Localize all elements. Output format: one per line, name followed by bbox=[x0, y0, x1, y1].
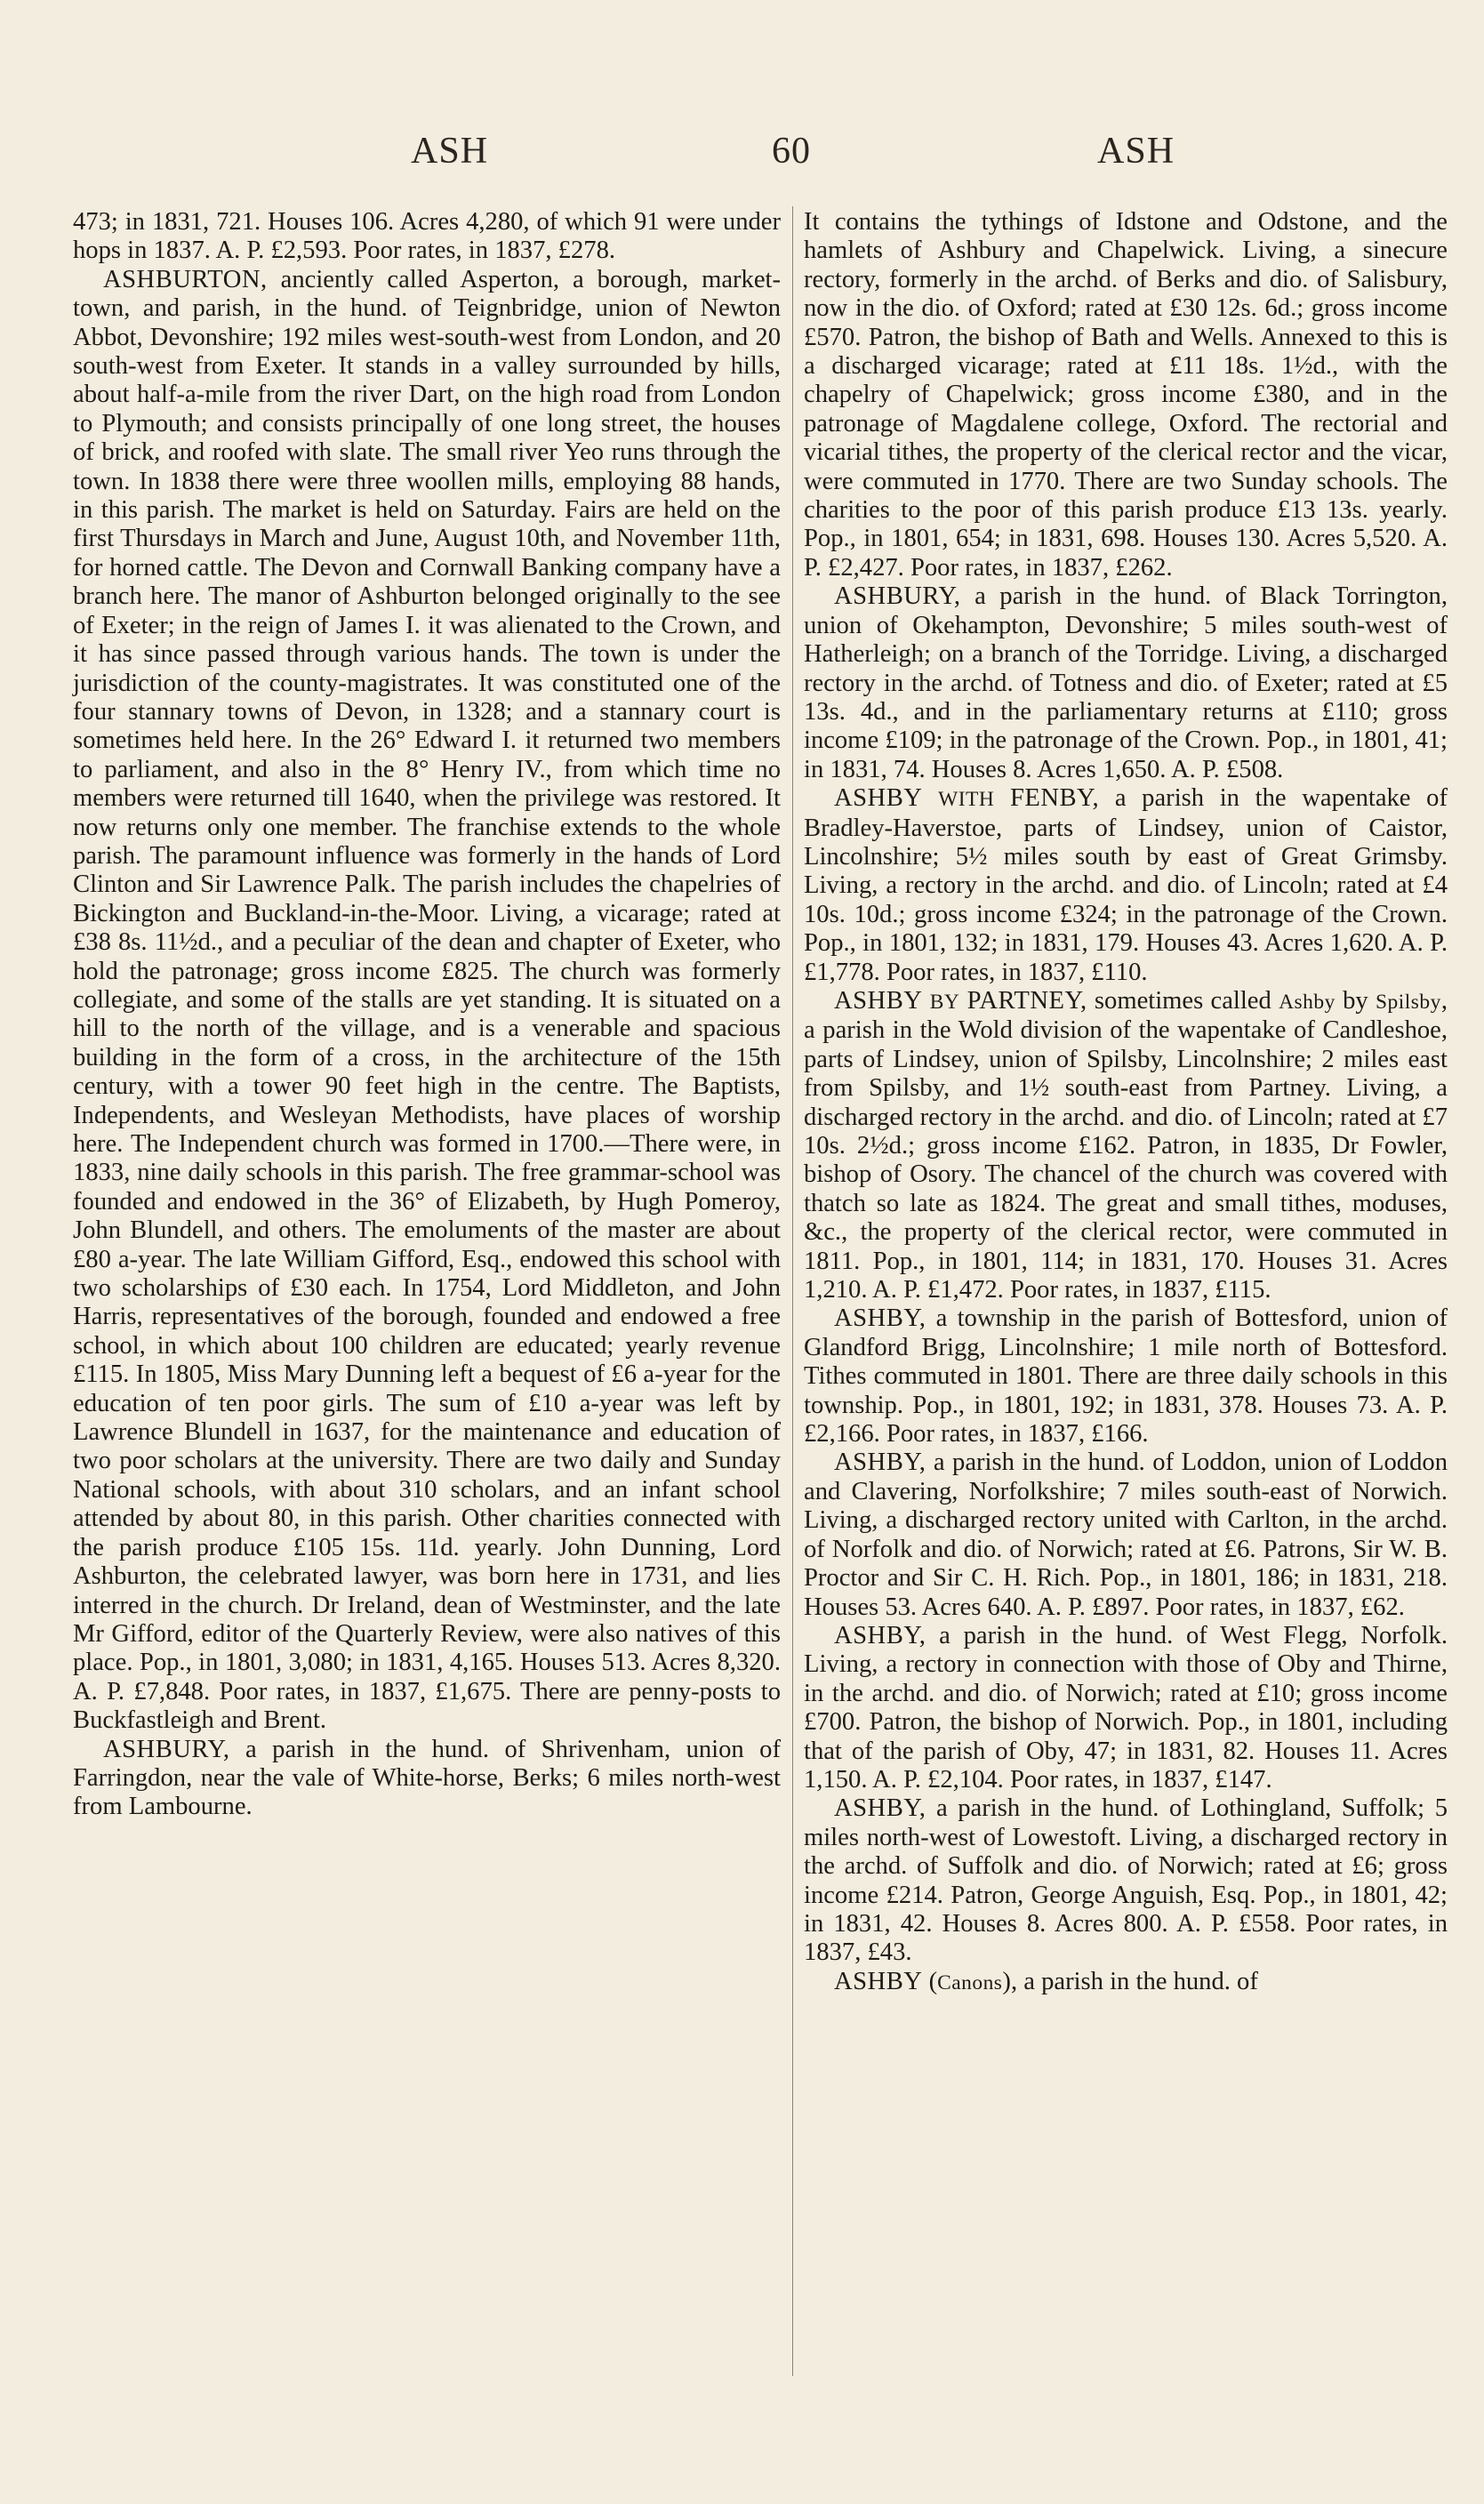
entry-alias-small: Ashby bbox=[1279, 990, 1336, 1014]
entry-headword-small: BY bbox=[929, 990, 960, 1014]
entry-text: a parish in the hund. of Shrivenham, union of Farringdon, near the vale of White-horse, Berks; 6 miles north-west from Lambourne. bbox=[73, 1735, 781, 1821]
page-number: 60 bbox=[772, 131, 811, 172]
entry-headword: ASHBURTON, bbox=[103, 265, 268, 293]
entry-text: a parish in the wapentake of Bradley-Haverstoe, parts of Lindsey, union of Caistor, Lincolnshire; 5½ miles south by east of Great Grimsby. Living, a rectory in the archd. and dio. of Lincoln; rated at £4 10s. 10d.; gross income £324; in the patronage of the Crown. Pop., in 1801, 132; in 1831, 179. Houses 43. Acres 1,620. A. P. £1,778. Poor rates, in 1837, £110. bbox=[804, 784, 1448, 986]
entry-text: It contains the tythings of Idstone and Odstone, and the hamlets of Ashbury and Chapelwick. Living, a sinecure rectory, formerly in the archd. of Berks and dio. of Salisbury, now in the dio. of Oxford; rated at £30 12s. 6d.; gross income £570. Patron, the bishop of Bath and Wells. Annexed to this is a discharged vicarage; rated at £11 18s. 1½d., with the chapelry of Chapelwick; gross income £380, and in the patronage of Magdalene college, Oxford. The rectorial and vicarial tithes, the property of the clerical rector and the vicar, were commuted in 1770. There are two Sunday schools. The charities to the poor of this parish produce £13 13s. yearly. Pop., in 1801, 654; in 1831, 698. Houses 130. Acres 5,520. A. P. £2,427. Poor rates, in 1837, £262. bbox=[804, 208, 1448, 582]
entry-headword: ASHBY, bbox=[834, 1449, 926, 1477]
entry-ashbury-continued bbox=[804, 208, 1448, 582]
header-left-word: ASH bbox=[411, 131, 489, 172]
entry-text: a parish in the hund. of West Flegg, Norfolk. Living, a rectory in connection with those of Oby and Thirne, in the archd. and dio. of Norwich; rated at £10; gross income £700. Patron, the bishop of Norwich. Pop., in 1801, including that of the parish of Oby, 47; in 1831, 82. Houses 11. Acres 1,150. A. P. £2,104. Poor rates, in 1837, £147. bbox=[804, 1621, 1448, 1794]
entry-text-rest: , a parish in the Wold division of the wapentake of Candleshoe, parts of Lindsey, union of Spilsby, Lincolnshire; 2 miles east from Spilsby, and 1½ south-east from Partney. Living, a discharged rectory in the archd. and dio. of Lincoln; rated at £7 10s. 2½d.; gross income £162. Patron, in 1835, Dr Fowler, bishop of Osory. The chancel of the church was covered with thatch so late as 1824. The great and small tithes, moduses, &c., the property of the clerical rector, were commuted in 1811. Pop., in 1801, 114; in 1831, 170. Houses 31. Acres 1,210. A. P. £1,472. Poor rates, in 1837, £115. bbox=[804, 986, 1448, 1304]
entry-text-open: ( bbox=[922, 1967, 938, 1995]
entry-ashbury-devon bbox=[804, 582, 1448, 784]
entry-headword: ASHBY, bbox=[834, 1621, 926, 1649]
entry-text: a township in the parish of Bottesford, union of Glandford Brigg, Lincolnshire; 1 mile north of Bottesford. Tithes commuted in 1801. There are three daily schools in this township. Pop., in 1801, 192; in 1831, 378. Houses 73. A. P. £2,166. Poor rates, in 1837, £166. bbox=[804, 1304, 1448, 1449]
entry-headword-second: PARTNEY, bbox=[967, 986, 1087, 1015]
entry-ashby-bottesford bbox=[804, 1304, 1448, 1449]
entry-headword: ASHBURY, bbox=[103, 1735, 230, 1763]
entry-text: ), a parish in the hund. of bbox=[1002, 1967, 1258, 1995]
header-right-word: ASH bbox=[1097, 131, 1175, 172]
entry-headword: ASHBURY, bbox=[834, 582, 961, 611]
entry-headword-small: Canons bbox=[937, 1970, 1003, 1994]
entry-headword: ASHBY bbox=[834, 986, 923, 1015]
entry-headword: ASHBY bbox=[834, 784, 923, 813]
running-header bbox=[0, 130, 1484, 183]
entry-text: anciently called Asperton, a borough, market-town, and parish, in the hund. of Teignbridge, union of Newton Abbot, Devonshire; 192 miles west-south-west from London, and 20 south-west from Exeter. It stands in a valley surrounded by hills, about half-a-mile from the river Dart, on the high road from London to Plymouth; and consists principally of one long street, the houses of brick, and roofed with slate. The small river Yeo runs through the town. In 1838 there were three woollen mills, employing 88 hands, in this parish. The market is held on Saturday. Fairs are held on the first Thursdays in March and June, August 10th, and November 11th, for horned cattle. The Devon and Cornwall Banking company have a branch here. The manor of Ashburton belonged originally to the see of Exeter; in the reign of James I. it was alienated to the Crown, and it has since passed through various hands. The town is under the jurisdiction of the county-magistrates. It was constituted one of the four stannary towns of Devon, in 1328; and a stannary court is sometimes held here. In the 26° Edward I. it returned two members to parliament, and also in the 8° Henry IV., from which time no members were returned till 1640, when the privilege was restored. It now returns only one member. The franchise extends to the whole parish. The paramount influence was formerly in the hands of Lord Clinton and Sir Lawrence Palk. The parish includes the chapelries of Bickington and Buckland-in-the-Moor. Living, a vicarage; rated at £38 8s. 11½d., and a peculiar of the dean and chapter of Exeter, who hold the patronage; gross income £825. The church was formerly collegiate, and some of the stalls are yet standing. It is situated on a hill to the north of the village, and is a venerable and spacious building in the form of a cross, in the architecture of the 15th century, with a tower 90 feet high in the centre. The Baptists, Independents, and Wesleyan Methodists, have places of worship here. The Independent church was formed in 1700.—There were, in 1833, nine daily schools in this parish. The free grammar-school was founded and endowed in the 36° of Elizabeth, by Hugh Pomeroy, John Blundell, and others. The emoluments of the master are about £80 a-year. The late William Gifford, Esq., endowed this school with two scholarships of £30 each. In 1754, Lord Middleton, and John Harris, representatives of the borough, founded and endowed a free school, in which about 100 children are educated; yearly revenue £115. In 1805, Miss Mary Dunning left a bequest of £6 a-year for the education of ten poor girls. The sum of £10 a-year was left by Lawrence Blundell in 1637, for the maintenance and education of two poor scholars at the university. There are two daily and Sunday National schools, with about 310 scholars, and an infant school attended by about 80, in this parish. Other charities connected with the parish produce £105 15s. 11d. yearly. John Dunning, Lord Ashburton, the celebrated lawyer, was born here in 1731, and lies interred in the church. Dr Ireland, dean of Westminster, and the late Mr Gifford, editor of the Quarterly Review, were also natives of this place. Pop., in 1801, 3,080; in 1831, 4,165. Houses 513. Acres 8,320. A. P. £7,848. Poor rates, in 1837, £1,675. There are penny-posts to Buckfastleigh and Brent. bbox=[73, 265, 781, 1735]
entry-ashbury-berks bbox=[73, 1736, 781, 1822]
column-divider bbox=[792, 206, 793, 2376]
entry-ashburn-continued bbox=[73, 208, 781, 266]
entry-headword-second: FENBY, bbox=[1009, 784, 1100, 813]
entry-ashby-by-partney bbox=[804, 987, 1448, 1304]
entry-headword: ASHBY, bbox=[834, 1304, 926, 1333]
entry-headword-small: WITH bbox=[938, 788, 995, 812]
entry-headword: ASHBY bbox=[834, 1967, 923, 1995]
entry-alias-small-second: Spilsby bbox=[1376, 990, 1441, 1014]
entry-ashby-lothingland bbox=[804, 1794, 1448, 1967]
entry-text: 473; in 1831, 721. Houses 106. Acres 4,280, of which 91 were under hops in 1837. A. P. £2,593. Poor rates, in 1837, £278. bbox=[73, 208, 781, 265]
entry-ashby-loddon bbox=[804, 1449, 1448, 1621]
entry-text: sometimes called bbox=[1087, 986, 1279, 1015]
entry-text-part: by bbox=[1335, 986, 1376, 1015]
left-column bbox=[73, 208, 781, 1822]
entry-ashby-canons bbox=[804, 1968, 1448, 1997]
entry-text: a parish in the hund. of Lothingland, Suffolk; 5 miles north-west of Lowestoft. Living, a discharged rectory in the archd. of Suffolk and dio. of Norwich; rated at £6; gross income £214. Patron, George Anguish, Esq. Pop., in 1801, 42; in 1831, 42. Houses 8. Acres 800. A. P. £558. Poor rates, in 1837, £43. bbox=[804, 1794, 1448, 1967]
entry-ashby-west-flegg bbox=[804, 1622, 1448, 1794]
right-column bbox=[804, 208, 1448, 1997]
entry-text: a parish in the hund. of Loddon, union of Loddon and Clavering, Norfolkshire; 7 miles south-east of Norwich. Living, a discharged rectory united with Carlton, in the archd. of Norfolk and dio. of Norwich; rated at £6. Patrons, Sir W. B. Proctor and Sir C. H. Rich. Pop., in 1801, 186; in 1831, 218. Houses 53. Acres 640. A. P. £897. Poor rates, in 1837, £62. bbox=[804, 1449, 1448, 1621]
entry-ashburton bbox=[73, 266, 781, 1736]
entry-text: a parish in the hund. of Black Torrington, union of Okehampton, Devonshire; 5 miles south-west of Hatherleigh; on a branch of the Torridge. Living, a discharged rectory in the archd. of Totness and dio. of Exeter; rated at £5 13s. 4d., and in the parliamentary returns at £110; gross income £109; in the patronage of the Crown. Pop., in 1801, 41; in 1831, 74. Houses 8. Acres 1,650. A. P. £508. bbox=[804, 582, 1448, 783]
entry-ashby-with-fenby bbox=[804, 784, 1448, 987]
entry-headword: ASHBY, bbox=[834, 1794, 926, 1823]
